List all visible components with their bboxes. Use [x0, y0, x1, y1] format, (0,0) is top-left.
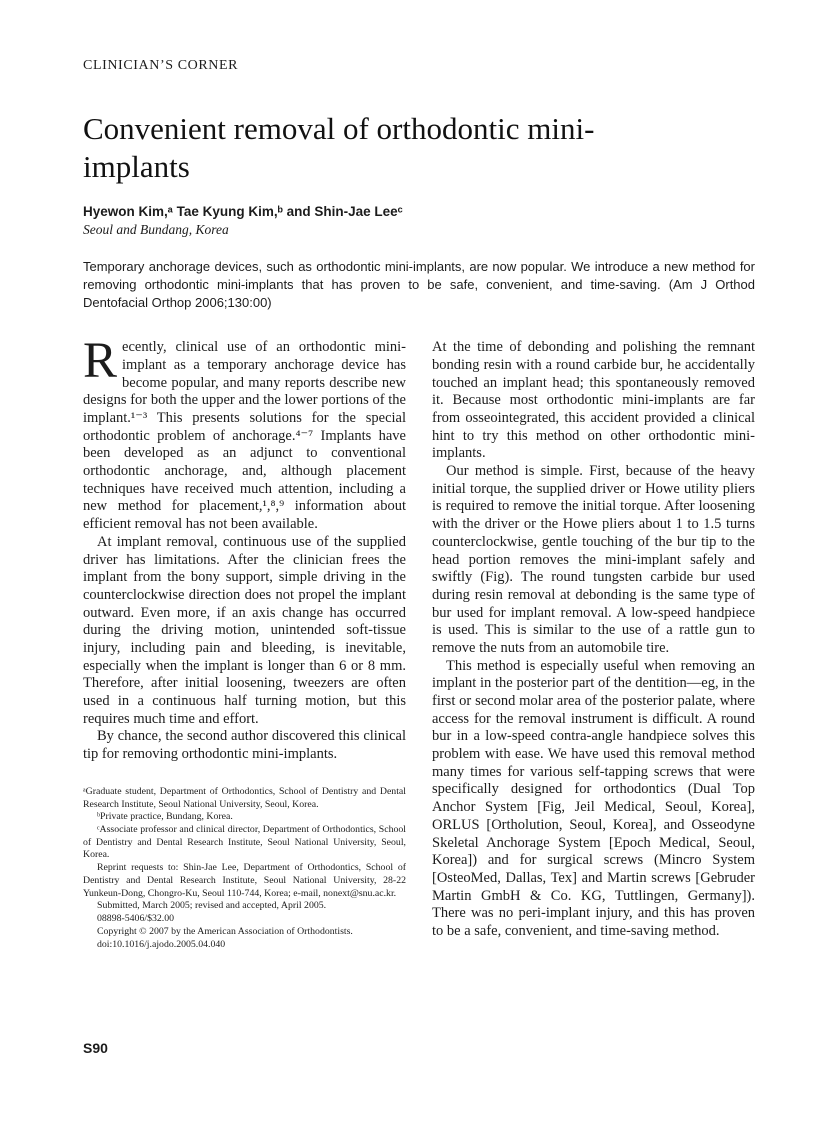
lead-paragraph-text: ecently, clinical use of an orthodontic mini-implant as a temporary anchorage device has become popular, and many reports describe new designs for both the upper and the lower portions of the implant.¹⁻³ This presents solutions for the special orthodontic problem of anchorage.⁴⁻⁷ Implants have been developed as an adjunct to conventional orthodontic anchorage, and, although placement techniques have received much attention, including a new method for placement,¹,⁸,⁹ information about efficient removal has not been available.: [83, 339, 406, 533]
body-paragraph: This method is especially useful when removing an implant in the posterior part of the dentition—eg, in the first or second molar area of the posterior palate, where access for the removal instrument is difficult. A round bur in a low-speed contra-angle handpiece solves this problem with ease. We have used this removal method many times for various self-tapping screws that were specifically designed for orthodontics (Dual Top Anchor System [Fig, Jeil Medical, Seoul, Korea], ORLUS [Ortholution, Seoul, Korea], and Osseodyne Skeletal Anchorage System [Epoch Medical, Seoul, Korea]) and for surgical screws (Mincro System [OsteoMed, Dallas, Tex] and Martin screws [Gebruder Martin GmbH & Co. KG, Tuttlingen, Germany]). There was no peri-implant injury, and this has proven to be a safe, convenient, and time-saving method.: [432, 657, 755, 939]
footnote-item: ᶜAssociate professor and clinical director, Department of Orthodontics, School of Dentistry and Dental Research Institute, Seoul National University, Seoul, Korea.: [83, 823, 406, 861]
footnote-item: Copyright © 2007 by the American Association of Orthodontists.: [97, 925, 353, 937]
left-column: [83, 333, 406, 951]
body-paragraph: At implant removal, continuous use of the supplied driver has limitations. After the clinician frees the implant from the bony support, simple driving in the counterclockwise direction does not propel the implant outward. Even more, if an axis change has occurred during the driving motion, unintended soft-tissue injury, including pain and bleeding, is inevitable, especially when the implant is longer than 6 or 8 mm. Therefore, after initial loosening, tweezers are often used in a continuous half turning motion, but this requires much time and effort.: [83, 533, 406, 727]
right-column: [432, 339, 755, 951]
section-label: CLINICIAN’S CORNER: [83, 58, 239, 73]
body-paragraph: Our method is simple. First, because of the heavy initial torque, the supplied driver or Howe utility pliers is required to remove the initial torque. After loosening with the driver or the Howe pliers about 1 to 1.5 turns counterclockwise, gentle touching of the bur tip to the head portion removes the mini-implant safely and swiftly (Fig). The round tungsten carbide bur used during resin removal at debonding is the same type of bur used for implant removal. A low-speed handpiece is used. This is similar to the use of a rattle gun to remove the nuts from an automobile tire.: [432, 463, 755, 656]
footnotes-block: [83, 786, 406, 952]
footnote-item: 08898-5406/$32.00: [97, 913, 175, 925]
footnote-item: Submitted, March 2005; revised and accepted, April 2005.: [97, 900, 327, 912]
affiliation: Seoul and Bundang, Korea: [83, 222, 229, 238]
footnote-item: ᵃGraduate student, Department of Orthodontics, School of Dentistry and Dental Research Institute, Seoul National University, Seoul, Korea.: [83, 785, 406, 810]
body-paragraph: By chance, the second author discovered this clinical tip for removing orthodontic mini-implants.: [83, 728, 406, 763]
footnote-item: ᵇPrivate practice, Bundang, Korea.: [97, 811, 233, 823]
footnote-item: doi:10.1016/j.ajodo.2005.04.040: [97, 938, 226, 950]
body-columns: [83, 333, 755, 951]
article-title: Convenient removal of orthodontic mini-implants: [83, 111, 595, 185]
drop-cap: R: [83, 333, 118, 390]
page-number: S90: [83, 1040, 108, 1056]
abstract: Temporary anchorage devices, such as orthodontic mini-implants, are now popular. We introduce a new method for removing orthodontic mini-implants that has proven to be safe, convenient, and time-saving. (Am J Orthod Dentofacial Orthop 2006;130:00): [83, 259, 755, 310]
authors-line: Hyewon Kim,ᵃ Tae Kyung Kim,ᵇ and Shin-Jae Leeᶜ: [83, 204, 403, 220]
lead-paragraph: [83, 333, 406, 534]
body-paragraph: At the time of debonding and polishing the remnant bonding resin with a round carbide bur, he accidentally touched an implant head; this spontaneously removed it. Because most orthodontic mini-implants are far from osseointegrated, this accident provided a clinical hint to try this method on other orthodontic mini-implants.: [432, 339, 755, 462]
footnote-item: Reprint requests to: Shin-Jae Lee, Department of Orthodontics, School of Dentistry and Dental Research Institute, Seoul National University, 28-22 Yunkeun-Dong, Chongro-Ku, Seoul 110-744, Korea; e-mail, nonext@snu.ac.kr.: [83, 862, 406, 899]
